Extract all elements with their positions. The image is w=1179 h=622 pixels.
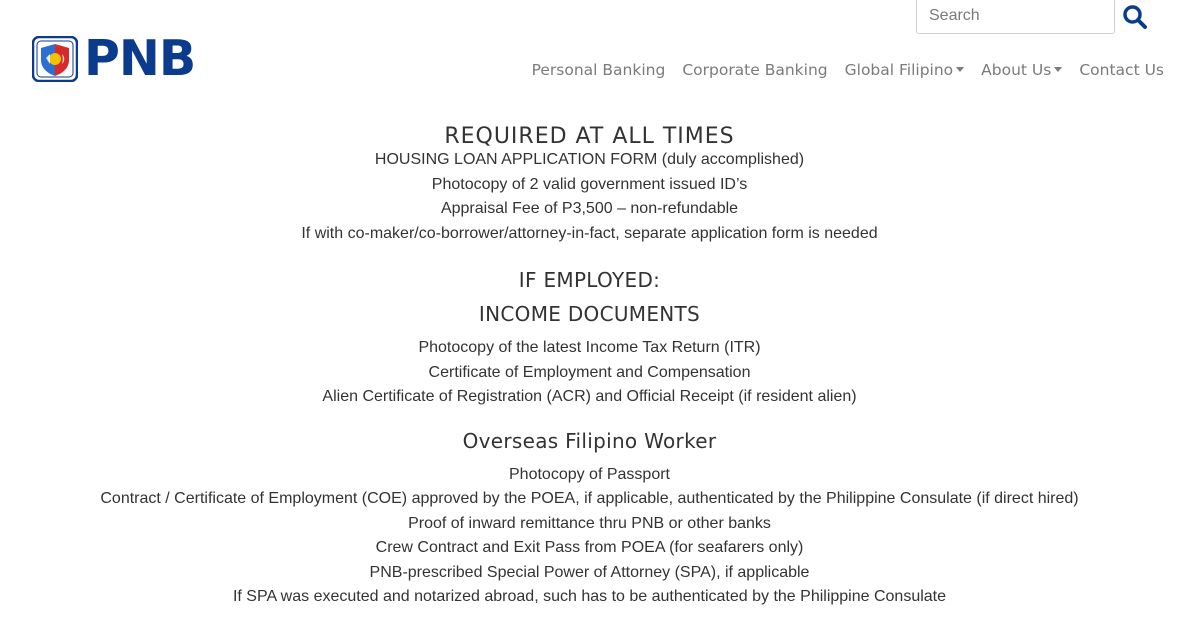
nav-about-us[interactable] bbox=[981, 60, 1062, 80]
list-item: Alien Certificate of Registration (ACR) and Official Receipt (if resident alien) bbox=[322, 388, 857, 405]
pnb-logo[interactable] bbox=[32, 30, 196, 87]
caret-down-icon bbox=[1054, 67, 1062, 72]
brand-name: PNB bbox=[84, 30, 196, 87]
employed-heading: IF EMPLOYED: bbox=[518, 268, 661, 292]
ofw-heading: Overseas Filipino Worker bbox=[462, 428, 717, 453]
nav-label: Contact Us bbox=[1079, 61, 1164, 79]
search-input[interactable] bbox=[916, 0, 1115, 34]
nav-corporate-banking[interactable] bbox=[682, 60, 827, 80]
list-item: HOUSING LOAN APPLICATION FORM (duly accomplished) bbox=[374, 151, 805, 168]
list-item: Photocopy of Passport bbox=[509, 465, 670, 483]
list-item: Certificate of Employment and Compensation bbox=[428, 363, 751, 381]
pnb-seal-icon bbox=[32, 36, 78, 82]
list-item: Crew Contract and Exit Pass from POEA (for seafarers only) bbox=[375, 539, 804, 556]
nav-personal-banking[interactable] bbox=[532, 60, 666, 80]
income-heading: INCOME DOCUMENTS bbox=[478, 302, 701, 326]
nav-label: Personal Banking bbox=[531, 61, 666, 79]
list-item: Photocopy of 2 valid government issued ID’s bbox=[431, 175, 748, 193]
list-item: Photocopy of the latest Income Tax Return (ITR) bbox=[418, 339, 761, 356]
list-item: Appraisal Fee of P3,500 – non-refundable bbox=[440, 200, 739, 217]
main-content bbox=[0, 100, 1179, 610]
nav-label: Global Filipino bbox=[844, 61, 954, 79]
list-item: Contract / Certificate of Employment (COE) approved by the POEA, if applicable, authenticated by the Philippine Consulate (if direct hired) bbox=[100, 490, 1079, 507]
nav-label: Corporate Banking bbox=[682, 61, 828, 79]
ofw-list bbox=[0, 463, 1179, 610]
main-nav bbox=[515, 60, 1164, 80]
required-heading: REQUIRED AT ALL TIMES bbox=[444, 124, 735, 149]
search-icon[interactable] bbox=[1120, 2, 1150, 32]
required-list bbox=[0, 148, 1179, 246]
list-item: PNB-prescribed Special Power of Attorney (SPA), if applicable bbox=[369, 563, 810, 581]
nav-global-filipino[interactable] bbox=[845, 60, 965, 80]
site-header bbox=[0, 0, 1179, 110]
income-list bbox=[0, 336, 1179, 410]
nav-label: About Us bbox=[981, 61, 1052, 79]
caret-down-icon bbox=[956, 67, 964, 72]
nav-contact-us[interactable] bbox=[1079, 60, 1164, 80]
list-item: Proof of inward remittance thru PNB or other banks bbox=[408, 514, 771, 532]
list-item: If with co-maker/co-borrower/attorney-in-fact, separate application form is needed bbox=[301, 224, 878, 242]
list-item: If SPA was executed and notarized abroad, such has to be authenticated by the Philippine Consulate bbox=[232, 588, 947, 605]
